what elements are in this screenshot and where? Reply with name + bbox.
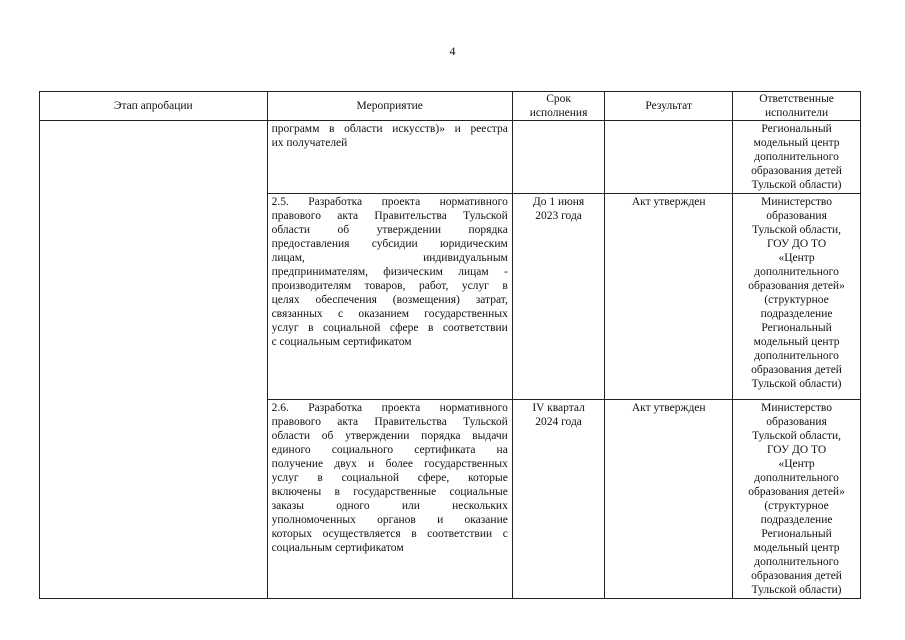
responsible-line: модельный центр <box>753 542 840 554</box>
responsible-line: подразделение <box>760 514 833 526</box>
header-resp-line: исполнители <box>765 107 829 119</box>
header-resp-line: Ответственные <box>759 93 834 105</box>
responsible-line: Тульской области) <box>751 584 842 596</box>
responsible-line: Министерство <box>761 402 833 414</box>
header-stage: Этап апробации <box>40 92 268 121</box>
responsible-line: образования детей <box>751 364 842 376</box>
event-line: лицам, индивидуальным <box>271 252 508 264</box>
header-result: Результат <box>605 92 733 121</box>
responsible-line: образования детей <box>751 165 842 177</box>
responsible-line: Тульской области, <box>752 224 841 236</box>
responsible-line: дополнительного <box>754 266 839 278</box>
result-cell: Акт утвержден <box>605 194 733 400</box>
term-line: До 1 июня <box>532 196 585 208</box>
term-cell <box>512 121 604 194</box>
responsible-line: «Центр <box>778 458 815 470</box>
event-line: области об утверждении порядка <box>271 224 508 236</box>
event-line: услуг в социальной сфере в соответствии <box>271 322 508 334</box>
table-row <box>40 194 861 400</box>
responsible-cell <box>733 400 861 599</box>
event-cell <box>267 121 512 194</box>
responsible-line: модельный центр <box>753 137 840 149</box>
responsible-line: образования детей <box>751 570 842 582</box>
header-term <box>512 92 604 121</box>
event-line: правового акта Правительства Тульской <box>271 210 508 222</box>
responsible-line: ГОУ ДО ТО <box>766 238 827 250</box>
event-line: их получателей <box>271 137 348 149</box>
header-term-line: Срок <box>546 93 571 105</box>
term-line: IV квартал <box>532 402 585 414</box>
responsible-line: дополнительного <box>754 556 839 568</box>
event-line: с социальным сертификатом <box>271 336 412 348</box>
responsible-line: образования детей» <box>748 280 845 292</box>
responsible-line: дополнительного <box>754 350 839 362</box>
term-cell <box>512 400 604 599</box>
term-line: 2023 года <box>535 210 582 222</box>
responsible-line: «Центр <box>778 252 815 264</box>
event-line: предпринимателям, физическим лицам - <box>271 266 508 278</box>
event-line: уполномоченных органов и оказание <box>271 514 508 526</box>
event-line: программ в области искусств)» и реестра <box>271 123 508 135</box>
term-cell <box>512 194 604 400</box>
stage-cell <box>40 400 268 599</box>
responsible-line: дополнительного <box>754 151 839 163</box>
stage-cell <box>40 194 268 400</box>
responsible-line: образования <box>766 416 827 428</box>
event-line: единого социального сертификата на <box>271 444 508 456</box>
responsible-line: (структурное <box>764 500 829 512</box>
event-cell <box>267 194 512 400</box>
term-line: 2024 года <box>535 416 582 428</box>
responsible-line: (структурное <box>764 294 829 306</box>
event-line: правового акта Правительства Тульской <box>271 416 508 428</box>
event-line: 2.6. Разработка проекта нормативного <box>271 402 508 414</box>
responsible-line: ГОУ ДО ТО <box>766 444 827 456</box>
event-line: социальным сертификатом <box>271 542 404 554</box>
table-row <box>40 400 861 599</box>
responsible-line: Региональный <box>761 322 832 334</box>
event-line: получение двух и более государственных <box>271 458 508 470</box>
responsible-line: образования <box>766 210 827 222</box>
responsible-line: дополнительного <box>754 472 839 484</box>
responsible-line: Министерство <box>761 196 833 208</box>
responsible-cell <box>733 121 861 194</box>
responsible-line: образования детей» <box>748 486 845 498</box>
responsible-line: Региональный <box>761 528 832 540</box>
header-term-line: исполнения <box>529 107 588 119</box>
table-row <box>40 121 861 194</box>
responsible-line: подразделение <box>760 308 833 320</box>
responsible-line: Тульской области) <box>751 378 842 390</box>
event-line: связанных с оказанием государственных <box>271 308 508 320</box>
responsible-line: Тульской области) <box>751 179 842 191</box>
event-line: производителям товаров, работ, услуг в <box>271 280 508 292</box>
page-number: 4 <box>449 44 456 58</box>
responsible-line: модельный центр <box>753 336 840 348</box>
event-line: услуг в социальной сфере, которые <box>271 472 508 484</box>
result-cell: Акт утвержден <box>605 400 733 599</box>
table-header-row <box>40 92 861 121</box>
event-line: включены в государственные социальные <box>271 486 508 498</box>
event-line: 2.5. Разработка проекта нормативного <box>271 196 508 208</box>
event-line: заказы одного или нескольких <box>271 500 508 512</box>
responsible-cell <box>733 194 861 400</box>
event-line: области об утверждении порядка выдачи <box>271 430 508 442</box>
responsible-line: Региональный <box>761 123 832 135</box>
stage-cell <box>40 121 268 194</box>
header-responsible <box>733 92 861 121</box>
event-line: предоставления субсидии юридическим <box>271 238 508 250</box>
responsible-line: Тульской области, <box>752 430 841 442</box>
event-line: которых осуществляется в соответствии с <box>271 528 508 540</box>
event-line: целях обеспечения (возмещения) затрат, <box>271 294 508 306</box>
header-event: Мероприятие <box>267 92 512 121</box>
approval-plan-table <box>39 91 861 599</box>
result-cell <box>605 121 733 194</box>
event-cell <box>267 400 512 599</box>
